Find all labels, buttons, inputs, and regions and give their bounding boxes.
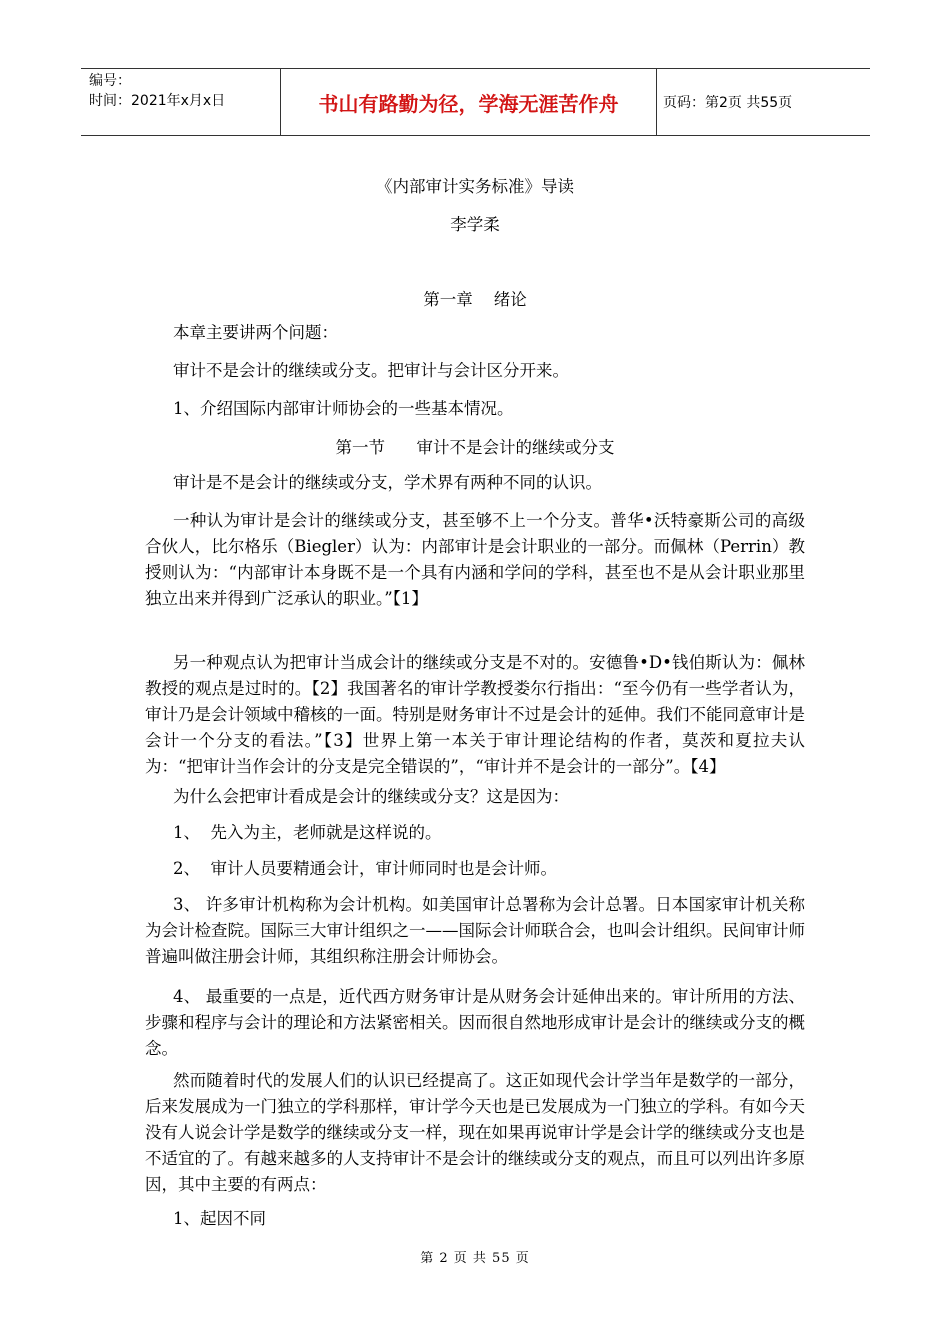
paragraph: 一种认为审计是会计的继续或分支，甚至够不上一个分支。普华•沃特豪斯公司的高级合伙人，比尔格乐（Biegler）认为：内部审计是会计职业的一部分。而佩林（Perrin）教授则认为：“内部审计本身既不是一个具有内涵和学问的学科，甚至也不是从会计职业那里独立出来并得到广泛承认的职业。”【1】 xyxy=(145,511,805,608)
list-item: 4、 最重要的一点是，近代西方财务审计是从财务会计延伸出来的。审计所用的方法、步骤和程序与会计的理论和方法紧密相关。因而很自然地形成审计是会计的继续或分支的概念。 xyxy=(145,987,805,1058)
section-heading: 第一节 审计不是会计的继续或分支 xyxy=(335,438,615,457)
list-item: 2、 审计人员要精通会计，审计师同时也是会计师。 xyxy=(173,859,557,878)
paragraph: 然而随着时代的发展人们的认识已经提高了。这正如现代会计学当年是数学的一部分，后来发展成为一门独立的学科那样，审计学今天也是已发展成为一门独立的学科。有如今天没有人说会计学是数学的继续或分支一样，现在如果再说审计学是会计学的继续或分支也是不适宜的了。有越来越多的人支持审计不是会计的继续或分支的观点，而且可以列出许多原因，其中主要的有两点： xyxy=(145,1071,805,1194)
page-footer: 第 2 页 共 55 页 xyxy=(420,1251,530,1266)
paragraph: 审计是不是会计的继续或分支，学术界有两种不同的认识。 xyxy=(173,473,602,492)
document-author: 李学柔 xyxy=(450,215,500,234)
list-item: 1、起因不同 xyxy=(173,1209,266,1228)
paragraph: 本章主要讲两个问题： xyxy=(173,323,338,342)
paragraph: 1、介绍国际内部审计师协会的一些基本情况。 xyxy=(173,399,514,418)
document-title: 《内部审计实务标准》导读 xyxy=(376,177,574,196)
header-motto: 书山有路勤为径，学海无涯苦作舟 xyxy=(281,69,657,135)
number-label: 编号： xyxy=(89,73,131,89)
paragraph: 审计不是会计的继续或分支。把审计与会计区分开来。 xyxy=(173,361,569,380)
list-item: 3、 许多审计机构称为会计机构。如美国审计总署称为会计总署。日本国家审计机关称为会计检查院。国际三大审计组织之一——国际会计师联合会，也叫会计组织。民间审计师普遍叫做注册会计师，其组织称注册会计师协会。 xyxy=(145,895,805,966)
header-meta xyxy=(81,69,281,135)
chapter-heading: 第一章 绪论 xyxy=(423,290,527,309)
time-label: 时间：2021年x月x日 xyxy=(89,93,226,109)
paragraph: 另一种观点认为把审计当成会计的继续或分支是不对的。安德鲁•D•钱伯斯认为：佩林教授的观点是过时的。【2】我国著名的审计学教授娄尔行指出：“至今仍有一些学者认为，审计乃是会计领域中稽核的一面。特别是财务审计不过是会计的延伸。我们不能同意审计是会计一个分支的看法。”【3】世界上第一本关于审计理论结构的作者，莫茨和夏拉夫认为：“把审计当作会计的分支是完全错误的”，“审计并不是会计的一部分”。【4】 xyxy=(145,653,805,776)
paragraph: 为什么会把审计看成是会计的继续或分支？这是因为： xyxy=(173,787,569,806)
header-page-label: 页码：第2页 共55页 xyxy=(663,95,793,111)
list-item: 1、 先入为主，老师就是这样说的。 xyxy=(173,823,442,842)
document-header xyxy=(81,68,870,136)
